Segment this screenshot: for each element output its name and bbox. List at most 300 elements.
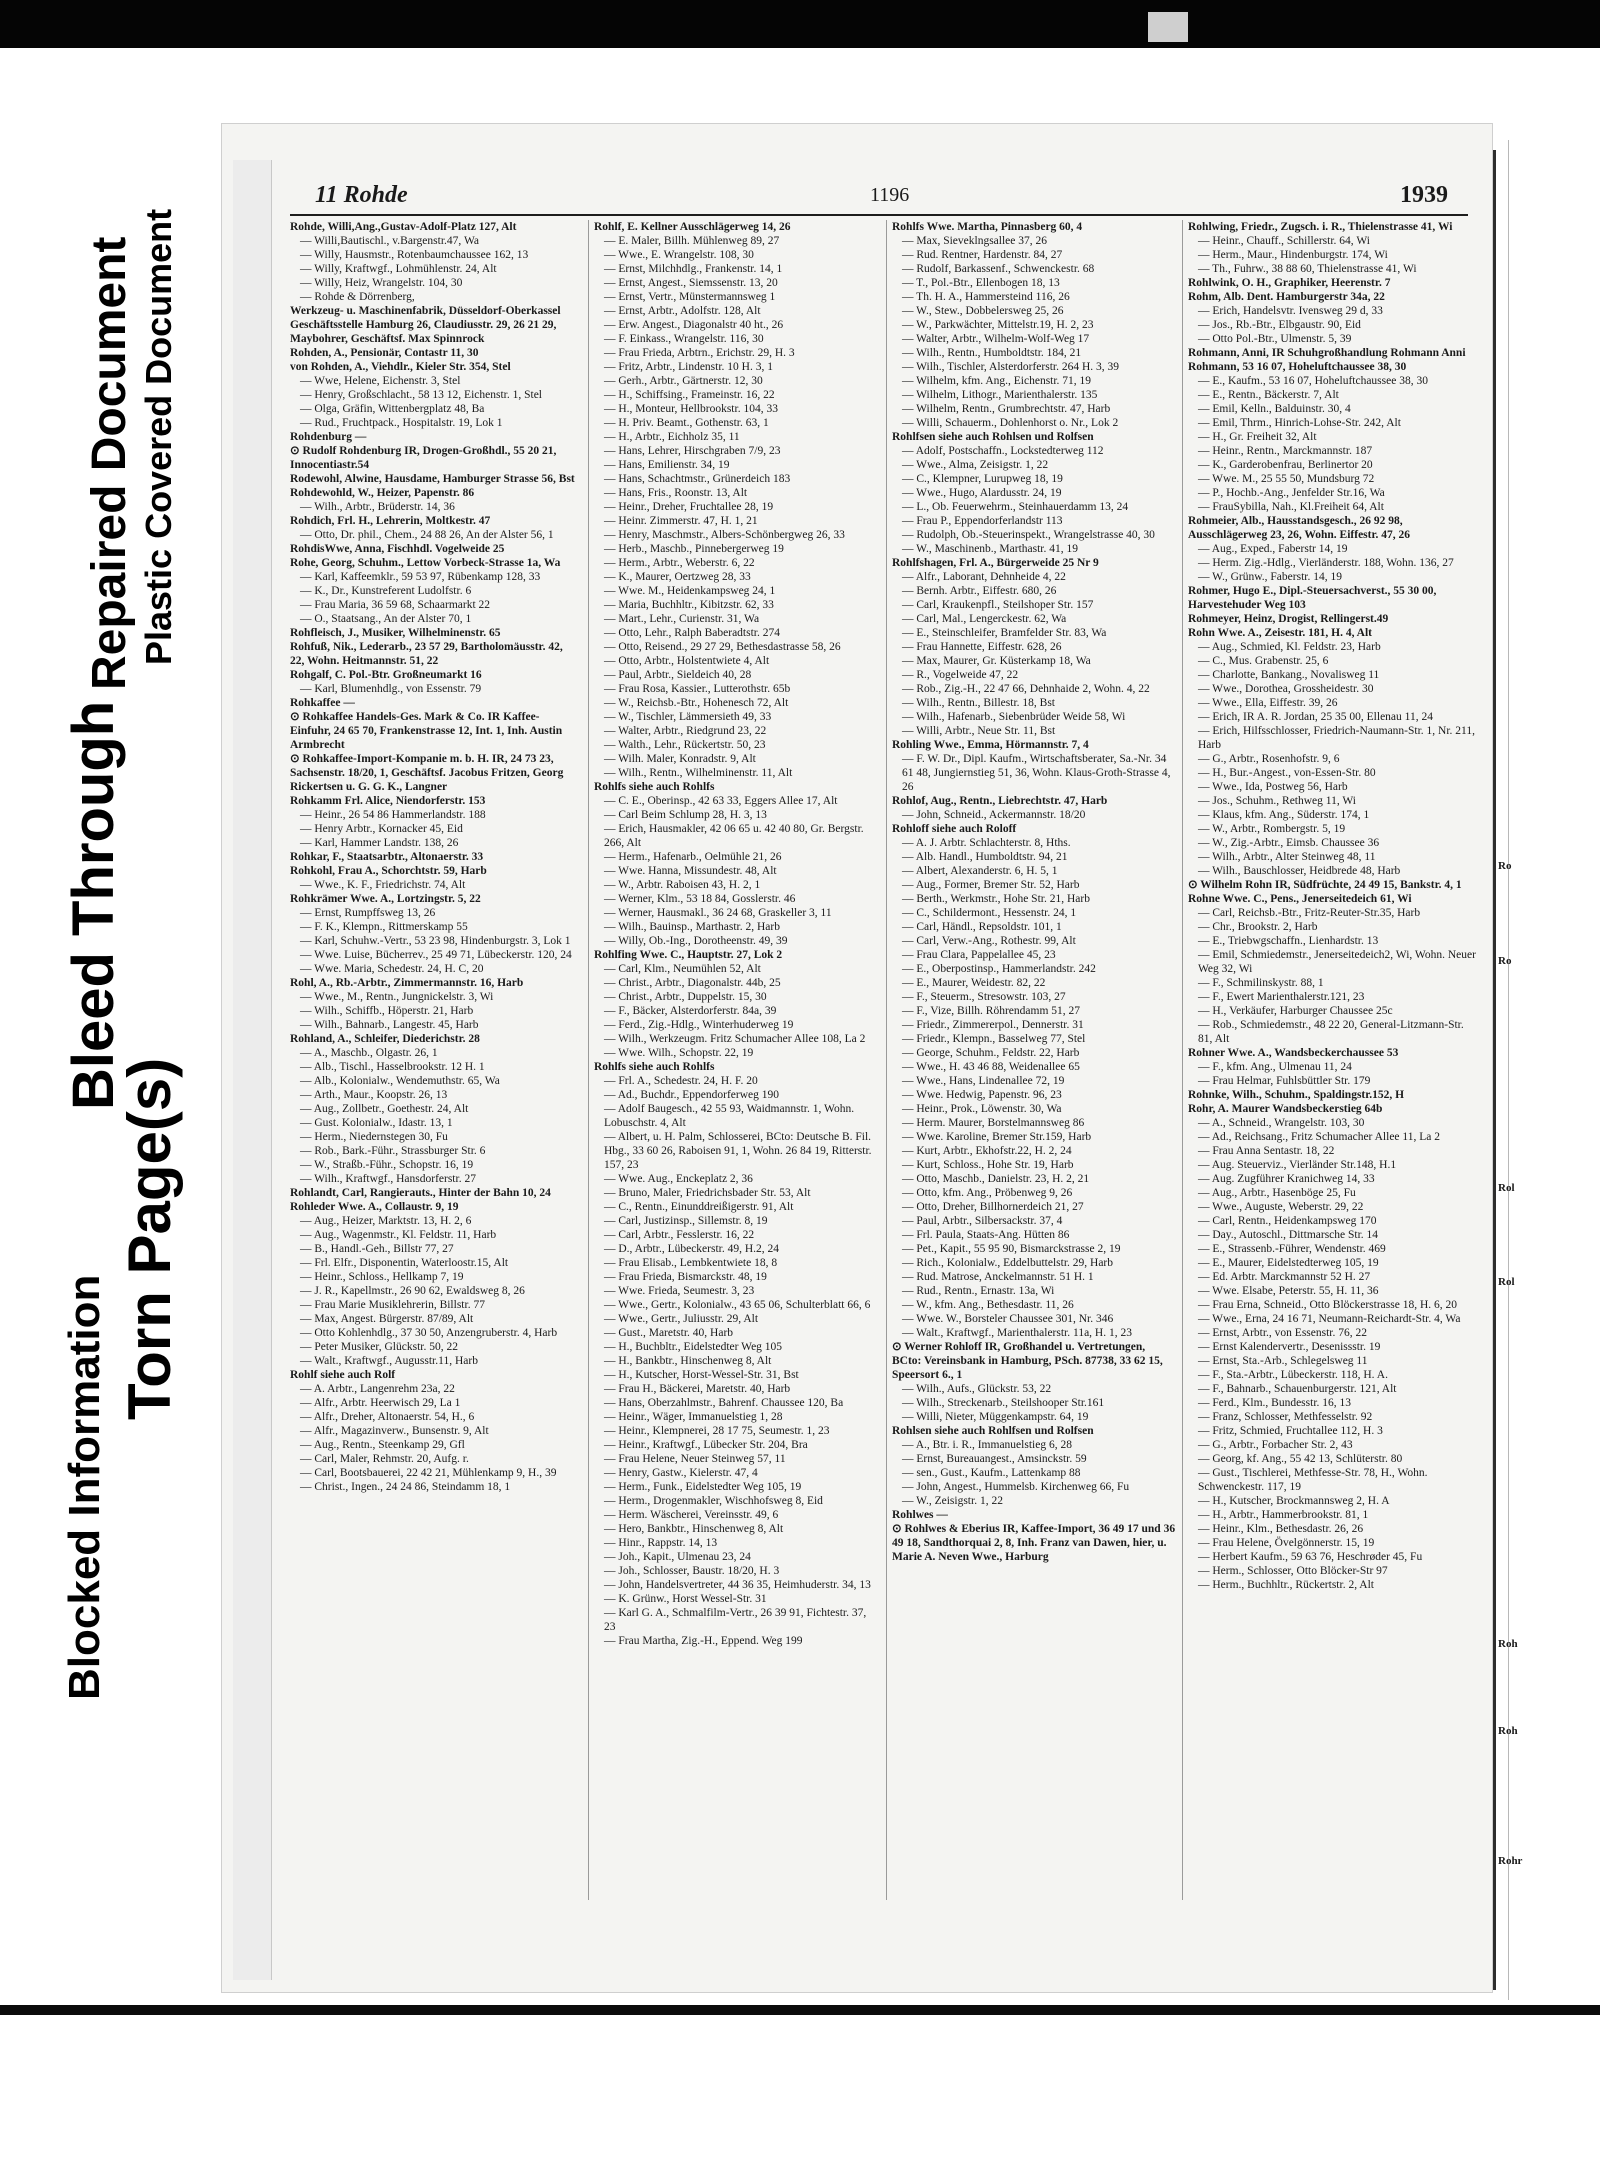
directory-entry: — Wwe. M., Heidenkampsweg 24, 1 [604,585,776,597]
adjacent-page-stub: Roh [1498,1638,1518,1650]
directory-entry: — H., Verkäufer, Harburger Chaussee 25c [1198,1005,1393,1017]
directory-entry: — Hans, Emilienstr. 34, 19 [604,459,730,471]
directory-entry: — Carl Beim Schlump 28, H. 3, 13 [604,809,767,821]
directory-entry: — Aug., Exped., Faberstr 14, 19 [1198,543,1348,555]
directory-entry: — Pet., Kapit., 55 95 90, Bismarckstrasse 2, 19 [902,1243,1121,1255]
directory-entry: Werkzeug- u. Maschinenfabrik, Düsseldorf-Oberkassel Geschäftsstelle Hamburg 26, Claudiusstr. 29, 26 21 29, Maybohrer, Geschäftsf. Max Spinnrock [290,305,561,345]
directory-entry: — W., Reichsb.-Btr., Hohenesch 72, Alt [604,697,789,709]
directory-entry: Rohlfs Wwe. Martha, Pinnasberg 60, 4 [892,221,1083,233]
directory-entry: — Paul, Arbtr., Sieldeich 40, 28 [604,669,752,681]
directory-entry: — E. Maler, Billh. Mühlenweg 89, 27 [604,235,780,247]
directory-entry: — Fritz, Arbtr., Lindenstr. 10 H. 3, 1 [604,361,773,373]
directory-entry: Rohlfs siehe auch Rohlfs [594,781,715,793]
directory-entry: — Fritz, Schmied, Fruchtallee 112, H. 3 [1198,1425,1383,1437]
directory-entry: — Ad., Reichsang., Fritz Schumacher Allee 11, La 2 [1198,1131,1440,1143]
directory-entry: — Kurt, Arbtr., Ekhofstr.22, H. 2, 24 [902,1145,1072,1157]
directory-entry: — Rud. Rentner, Hardenstr. 84, 27 [902,249,1063,261]
directory-entry: Rohde, Willi,Ang.,Gustav-Adolf-Platz 127, Alt [290,221,517,233]
directory-entry: — Jos., Schuhm., Rethweg 11, Wi [1198,795,1356,807]
directory-entry: ⊙ Rudolf Rohdenburg IR, Drogen-Großhdl., 55 20 21, Innocentiastr.54 [290,445,557,471]
directory-entry: — Alfr., Magazinverw., Bunsenstr. 9, Alt [300,1425,489,1437]
directory-entry: Rohnke, Wilh., Schuhm., Spaldingstr.152, H [1188,1089,1405,1101]
directory-entry: — H., Bur.-Angest., von-Essen-Str. 80 [1198,767,1376,779]
directory-entry: Rohe, Georg, Schuhm., Lettow Vorbeck-Strasse 1a, Wa [290,557,561,569]
next-page-strip [1508,140,1600,2000]
directory-entry: — H., Kutscher, Brockmannsweg 2, H. A [1198,1495,1390,1507]
directory-entry: — H., Schiffsing., Frameinstr. 16, 22 [604,389,775,401]
directory-entry: — Maria, Buchhltr., Kibitzstr. 62, 33 [604,599,774,611]
directory-entry: — Wwe., Auguste, Weberstr. 29, 22 [1198,1201,1364,1213]
directory-entry: Rohlfs siehe auch Rohlfs [594,1061,715,1073]
page-edge-line [1493,150,1496,1990]
directory-entry: — Wwe., Ida, Postweg 56, Harb [1198,781,1348,793]
label-repaired-document: Repaired Document [83,236,136,690]
directory-entry: — Klaus, kfm. Ang., Süderstr. 174, 1 [1198,809,1370,821]
directory-entry: — Wwe. Wilh., Schopstr. 22, 19 [604,1047,754,1059]
directory-entry: — Frau Rosa, Kassier., Lutterothstr. 65b [604,683,791,695]
directory-entry: — Wwe. Frieda, Seumestr. 3, 23 [604,1285,755,1297]
directory-entry: Rohmeier, Alb., Hausstandsgesch., 26 92 98, Ausschlägerweg 23, 26, Wohn. Eiffestr. 47, 26 [1188,515,1411,541]
directory-entry: Rohland, A., Schleifer, Diederichstr. 28 [290,1033,480,1045]
directory-entry: — G., Arbtr., Rosenhofstr. 9, 6 [1198,753,1340,765]
directory-entry: — Erich, Hausmakler, 42 06 65 u. 42 40 80, Gr. Bergstr. 266, Alt [604,823,864,849]
directory-entry: — Alfr., Dreher, Altonaerstr. 54, H., 6 [300,1411,475,1423]
directory-entry: — Wwe., Dorothea, Grossheidestr. 30 [1198,683,1374,695]
directory-entry: — Otto, kfm. Ang., Pröbenweg 9, 26 [902,1187,1073,1199]
adjacent-page-stub: Roh [1498,1725,1518,1737]
header-year: 1939 [1400,182,1448,208]
directory-entry: — Frau Anna Sentastr. 18, 22 [1198,1145,1335,1157]
directory-entry: — Carl, Händl., Repsoldstr. 101, 1 [902,921,1062,933]
directory-entry: — Karl, Schuhw.-Vertr., 53 23 98, Hindenburgstr. 3, Lok 1 [300,935,571,947]
directory-entry: — Werner, Hausmakl., 36 24 68, Graskeller 3, 11 [604,907,832,919]
directory-entry: — Ferd., Zig.-Hdlg., Winterhuderweg 19 [604,1019,794,1031]
directory-entry: — John, Handelsvertreter, 44 36 35, Heimhuderstr. 34, 13 [604,1579,871,1591]
directory-entry: — C. E., Oberinsp., 42 63 33, Eggers Allee 17, Alt [604,795,838,807]
directory-entry: — John, Schneid., Ackermannstr. 18/20 [902,809,1086,821]
directory-entry: — A. Arbtr., Langenrehm 23a, 22 [300,1383,455,1395]
directory-entry: — H. Priv. Beamt., Gothenstr. 63, 1 [604,417,769,429]
directory-entry: — Walter, Arbtr., Wilhelm-Wolf-Weg 17 [902,333,1090,345]
directory-entry: — F. W. Dr., Dipl. Kaufm., Wirtschaftsberater, Sa.-Nr. 34 61 48, Jungiernstieg 51, 36, Wohn. Klaus-Groth-Strasse 4, 26 [902,753,1171,793]
directory-entry: — C., Klempner, Lurupweg 18, 19 [902,473,1063,485]
directory-entry: — E., Triebwgschaffn., Lienhardstr. 13 [1198,935,1379,947]
scan-bottom-border [0,2005,1600,2015]
directory-entry: — O., Staatsang., An der Alster 70, 1 [300,613,472,625]
directory-entry: ⊙ Rohlwes & Eberius IR, Kaffee-Import, 36 49 17 und 36 49 18, Sandthorquai 2, 8, Inh. Franz van Dawen, hier, u. Marie A. Neven Wwe., Harburg [892,1523,1176,1563]
directory-entry: — W., Tischler, Lämmersieth 49, 33 [604,711,772,723]
directory-entry: — Aug. Steuerviz., Vierländer Str.148, H.1 [1198,1159,1397,1171]
directory-entry: — Heinr., Kraftwgf., Lübecker Str. 204, Bra [604,1439,808,1451]
directory-entry: — Carl, Bootsbauerei, 22 42 21, Mühlenkamp 9, H., 39 [300,1467,557,1479]
directory-entry: — Wilhelm, kfm. Ang., Eichenstr. 71, 19 [902,375,1092,387]
directory-entry: Rohlwes — [892,1509,948,1521]
directory-entry: — Frau Martha, Zig.-H., Eppend. Weg 199 [604,1635,803,1647]
directory-entry: — Aug., Schmied, Kl. Feldstr. 23, Harb [1198,641,1381,653]
directory-entry: — Wwe. Luise, Bücherrev., 25 49 71, Lübeckerstr. 120, 24 [300,949,572,961]
directory-entry: — Christ., Ingen., 24 24 86, Steindamm 18, 1 [300,1481,511,1493]
directory-entry: — C., Schildermont., Hessenstr. 24, 1 [902,907,1077,919]
directory-entry: — FrauSybilla, Nah., Kl.Freiheit 64, Alt [1198,501,1384,513]
directory-entry: — Willy, Ob.-Ing., Dorotheenstr. 49, 39 [604,935,788,947]
directory-entry: — Ferd., Klm., Bundesstr. 16, 13 [1198,1397,1352,1409]
adjacent-page-stub: Ro [1498,955,1512,967]
directory-entry: — Albert, Alexanderstr. 6, H. 5, 1 [902,865,1058,877]
directory-entry: — Herm., Arbtr., Weberstr. 6, 22 [604,557,755,569]
directory-entry: — Franz, Schlosser, Methfesselstr. 92 [1198,1411,1373,1423]
directory-entry: — J. R., Kapellmstr., 26 90 62, Ewaldsweg 8, 26 [300,1285,525,1297]
directory-entry: — Frau Helene, Neuer Steinweg 57, 11 [604,1453,786,1465]
directory-entry: Rohlfing Wwe. C., Hauptstr. 27, Lok 2 [594,949,783,961]
directory-entry: — Frl. Elfr., Disponentin, Waterloostr.15, Alt [300,1257,509,1269]
directory-entry: Rohmer, Hugo E., Dipl.-Steuersachverst., 55 30 00, Harvestehuder Weg 103 [1188,585,1437,611]
directory-entry: — Hans, Oberzahlmstr., Bahrenf. Chaussee 120, Ba [604,1397,844,1409]
directory-entry: — Rich., Kolonialw., Eddelbuttelstr. 29, Harb [902,1257,1114,1269]
directory-entry: — T., Pol.-Btr., Ellenbogen 18, 13 [902,277,1060,289]
directory-entry: — Ernst, Arbtr., von Essenstr. 76, 22 [1198,1327,1367,1339]
directory-entry: — W., Zig.-Arbtr., Eimsb. Chaussee 36 [1198,837,1380,849]
directory-entry: Rohkaffee — [290,697,355,709]
directory-entry: — Wwe., Hans, Lindenallee 72, 19 [902,1075,1065,1087]
directory-entry: — Heinr., Chauff., Schillerstr. 64, Wi [1198,235,1370,247]
adjacent-page-stub: Rol [1498,1276,1515,1288]
directory-entry: — W., Stew., Dobbelersweg 25, 26 [902,305,1064,317]
directory-entry: — Wwe., Ella, Eiffestr. 39, 26 [1198,697,1338,709]
directory-entry: — Gust., Tischlerei, Methfesse-Str. 78, H., Wohn. Schwenckestr. 117, 19 [1198,1467,1428,1493]
directory-entry: — Karl, Hammer Landstr. 138, 26 [300,837,459,849]
directory-entry: — C., Mus. Grabenstr. 25, 6 [1198,655,1329,667]
directory-entry: — Christ., Arbtr., Duppelstr. 15, 30 [604,991,767,1003]
directory-entry: — F., Bäcker, Alsterdorferstr. 84a, 39 [604,1005,777,1017]
directory-entry: — Herm., Niedernstegen 30, Fu [300,1131,448,1143]
directory-entry: — Wwe. W., Borsteler Chaussee 301, Nr. 346 [902,1313,1114,1325]
directory-entry: Rohkamm Frl. Alice, Niendorferstr. 153 [290,795,486,807]
directory-entry: — Rohde & Dörrenberg, [300,291,415,303]
directory-entry: ⊙ Werner Rohloff IR, Großhandel u. Vertretungen, BCto: Vereinsbank in Hamburg, PSch. 87738, 33 62 15, Speersort 6., 1 [892,1341,1163,1381]
directory-entry: — B., Handl.-Geh., Billstr 77, 27 [300,1243,454,1255]
directory-entry: — Joh., Schlosser, Baustr. 18/20, H. 3 [604,1565,780,1577]
directory-entry: — H., Kutscher, Horst-Wessel-Str. 31, Bst [604,1369,799,1381]
directory-entry: — Wilh., Arbtr., Brüderstr. 14, 36 [300,501,455,513]
directory-entry: — Aug., Arbtr., Hasenböge 25, Fu [1198,1187,1356,1199]
directory-entry: Rohgalf, C. Pol.-Btr. Großneumarkt 16 [290,669,482,681]
directory-entry: Rohling Wwe., Emma, Hörmannstr. 7, 4 [892,739,1089,751]
directory-column-1 [290,220,575,1900]
directory-entry: — Carl, Kraukenpfl., Steilshoper Str. 157 [902,599,1094,611]
directory-entry: — Adolf, Postschaffn., Lockstedterweg 112 [902,445,1104,457]
directory-entry: Rohleder Wwe. A., Collaustr. 9, 19 [290,1201,459,1213]
directory-entry: — W., Maschinenb., Marthastr. 41, 19 [902,543,1078,555]
adjacent-page-stub: Rol [1498,1182,1515,1194]
directory-entry: — Adolf Baugesch., 42 55 93, Waidmannstr. 1, Wohn. Lobuschstr. 4, Alt [604,1103,855,1129]
directory-entry: — Wilh., Rentn., Billestr. 18, Bst [902,697,1055,709]
directory-entry: Rohn Wwe. A., Zeisestr. 181, H. 4, Alt [1188,627,1373,639]
directory-entry: — E., Kaufm., 53 16 07, Hoheluftchaussee 38, 30 [1198,375,1428,387]
directory-entry: — Emil, Thrm., Hinrich-Lohse-Str. 242, Alt [1198,417,1401,429]
directory-entry: — Wilh., Aufs., Glückstr. 53, 22 [902,1383,1052,1395]
directory-entry: — Wwe., Hugo, Alardusstr. 24, 19 [902,487,1062,499]
directory-entry: — Friedr., Klempn., Basselweg 77, Stel [902,1033,1086,1045]
directory-entry: — Herb., Maschb., Pinnebergerweg 19 [604,543,784,555]
directory-entry: — Day., Autoschl., Dittmarsche Str. 14 [1198,1229,1379,1241]
directory-entry: — Frau Frieda, Arbtrn., Erichstr. 29, H. 3 [604,347,795,359]
directory-entry: — Aug., Former, Bremer Str. 52, Harb [902,879,1080,891]
page-flap [233,160,272,1980]
directory-entry: — Erich, Handelsvtr. Ivensweg 29 d, 33 [1198,305,1383,317]
directory-entry: — Wwe., Alma, Zeisigstr. 1, 22 [902,459,1049,471]
directory-entry: — Jos., Rb.-Btr., Elbgaustr. 90, Eid [1198,319,1361,331]
directory-entry: Rohlof, Aug., Rentn., Liebrechtstr. 47, Harb [892,795,1108,807]
directory-entry: — Rudolf, Barkassenf., Schwenckestr. 68 [902,263,1095,275]
directory-entry: — C., Rentn., Einunddreißigerstr. 91, Alt [604,1201,794,1213]
directory-entry: Rohfleisch, J., Musiker, Wilhelminenstr. 65 [290,627,501,639]
directory-entry: — F., Sta.-Arbtr., Lübeckerstr. 118, H. A. [1198,1369,1388,1381]
directory-entry: — H., Bankbtr., Hinschenweg 8, Alt [604,1355,772,1367]
directory-entry: — W., Grünw., Faberstr. 14, 19 [1198,571,1342,583]
directory-entry: — Wilh., Rentn., Humboldtstr. 184, 21 [902,347,1082,359]
directory-entry: — Hero, Bankbtr., Hinschenweg 8, Alt [604,1523,784,1535]
directory-entry: — Olga, Gräfin, Wittenbergplatz 48, Ba [300,403,485,415]
directory-entry: — John, Angest., Hummelsb. Kirchenweg 66, Fu [902,1481,1130,1493]
directory-entry: — Alb., Tischl., Hasselbrookstr. 12 H. 1 [300,1061,485,1073]
directory-entry: Rohl, A., Rb.-Arbtr., Zimmermannstr. 16, Harb [290,977,524,989]
directory-entry: — Rob., Zig.-H., 22 47 66, Dehnhaide 2, Wohn. 4, 22 [902,683,1150,695]
directory-entry: — Heinr., Prok., Löwenstr. 30, Wa [902,1103,1062,1115]
directory-entry: — F., Schmilinskystr. 88, 1 [1198,977,1324,989]
directory-entry: — Heinr., Rentn., Marckmannstr. 187 [1198,445,1373,457]
directory-entry: — Carl, Maler, Rehmstr. 20, Aufg. r. [300,1453,469,1465]
directory-entry: — Albert, u. H. Palm, Schlosserei, BCto: Deutsche B. Fil. Hbg., 33 60 26, Raboisen 91, 1, Wohn. 26 84 19, Ritterstr. 157, 23 [604,1131,872,1171]
directory-entry: — Carl, Mal., Lengerckestr. 62, Wa [902,613,1067,625]
directory-entry: — Alfr., Arbtr. Heerwisch 29, La 1 [300,1397,461,1409]
directory-entry: — Carl, Arbtr., Fesslerstr. 16, 22 [604,1229,755,1241]
directory-entry: — Rob., Schmiedemstr., 48 22 20, General-Litzmann-Str. 81, Alt [1198,1019,1464,1045]
label-blocked-information: Blocked Information [60,1274,109,1700]
directory-entry: — Frau Marie Musiklehrerin, Billstr. 77 [300,1299,485,1311]
directory-entry: — Frau Maria, 36 59 68, Schaarmarkt 22 [300,599,491,611]
directory-entry: — F., Vize, Billh. Röhrendamm 51, 27 [902,1005,1081,1017]
label-torn-pages: Torn Page(s) [116,1057,183,1420]
directory-entry: — K., Maurer, Oertzweg 28, 33 [604,571,751,583]
directory-entry: — Walter, Arbtr., Riedgrund 23, 22 [604,725,767,737]
directory-entry: — Wwe., Gertr., Kolonialw., 43 65 06, Schulterblatt 66, 6 [604,1299,871,1311]
directory-entry: — Otto, Maschb., Danielstr. 23, H. 2, 21 [902,1173,1090,1185]
directory-entry: Rohner Wwe. A., Wandsbeckerchaussee 53 [1188,1047,1399,1059]
directory-entry: — Henry, Gastw., Kielerstr. 47, 4 [604,1467,758,1479]
directory-entry: — Ed. Arbtr. Marckmannstr 52 H. 27 [1198,1271,1371,1283]
directory-entry: Rohdenburg — [290,431,367,443]
directory-entry: Rohlf siehe auch Rolf [290,1369,396,1381]
directory-entry: — Frl. Paula, Staats-Ang. Hütten 86 [902,1229,1070,1241]
directory-entry: — Hans, Schachtmstr., Grünerdeich 183 [604,473,791,485]
directory-entry: — W., kfm. Ang., Bethesdastr. 11, 26 [902,1299,1074,1311]
directory-entry: — Karl, Kaffeemklr., 59 53 97, Rübenkamp 128, 33 [300,571,541,583]
directory-entry: — Herm. Maurer, Borstelmannsweg 86 [902,1117,1085,1129]
directory-entry: — Henry, Großschlacht., 58 13 12, Eichenstr. 1, Stel [300,389,542,401]
directory-entry: — A., Maschb., Olgastr. 26, 1 [300,1047,438,1059]
directory-entry: ⊙ Wilhelm Rohn IR, Südfrüchte, 24 49 15, Bankstr. 4, 1 [1188,879,1462,891]
directory-entry: — K. Grünw., Horst Wessel-Str. 31 [604,1593,767,1605]
directory-entry: — Aug., Zollbetr., Goethestr. 24, Alt [300,1103,469,1115]
directory-column-4 [1182,220,1478,1900]
header-section-title: 11 Rohde [315,182,408,208]
directory-entry: — Frau Clara, Pappelallee 45, 23 [902,949,1056,961]
directory-entry: — Heinr., Klm., Bethesdastr. 26, 26 [1198,1523,1364,1535]
directory-entry: — Frau Helmar, Fuhlsbüttler Str. 179 [1198,1075,1371,1087]
directory-entry: — Herm., Maur., Hindenburgstr. 174, Wi [1198,249,1388,261]
directory-entry: — Alb. Handl., Humboldtstr. 94, 21 [902,851,1068,863]
directory-entry: Rohden, A., Pensionär, Contastr 11, 30 [290,347,479,359]
directory-entry: — Otto Kohlenhdlg., 37 30 50, Anzengruberstr. 4, Harb [300,1327,558,1339]
directory-entry: — Willy, Heiz, Wrangelstr. 104, 30 [300,277,463,289]
directory-entry: — Gust., Maretstr. 40, Harb [604,1327,734,1339]
directory-entry: — Rudolph, Ob.-Steuerinspekt., Wrangelstrasse 40, 30 [902,529,1155,541]
directory-entry: — Wilhelm, Rentn., Grumbrechtstr. 47, Harb [902,403,1111,415]
directory-entry: — Emil, Schmiedemstr., Jenerseitedeich2, Wi, Wohn. Neuer Weg 32, Wi [1198,949,1476,975]
directory-entry: Rohne Wwe. C., Pens., Jenerseitedeich 61, Wi [1188,893,1412,905]
directory-entry: Rohkrämer Wwe. A., Lortzingstr. 5, 22 [290,893,481,905]
directory-entry: — Wwe. M., 25 55 50, Mundsburg 72 [1198,473,1375,485]
directory-entry: — Wilhelm, Lithogr., Marienthalerstr. 135 [902,389,1098,401]
directory-entry: — E., Maurer, Weidestr. 82, 22 [902,977,1046,989]
directory-column-3 [886,220,1177,1900]
directory-entry: — Herbert Kaufm., 59 63 76, Heschrøder 45, Fu [1198,1551,1423,1563]
directory-entry: — Arth., Maur., Koopstr. 26, 13 [300,1089,448,1101]
directory-entry: Rohmann, Anni, IR Schuhgroßhandlung Rohmann Anni Rohmann, 53 16 07, Hoheluftchaussee 38, 30 [1188,347,1466,373]
directory-entry: — Frau Helene, Övelgönnerstr. 15, 19 [1198,1537,1375,1549]
directory-entry: Rohlandt, Carl, Rangierauts., Hinter der Bahn 10, 24 [290,1187,551,1199]
directory-entry: — Heinr., Klempnerei, 28 17 75, Seumestr. 1, 23 [604,1425,830,1437]
directory-entry: — P., Hochb.-Ang., Jenfelder Str.16, Wa [1198,487,1385,499]
directory-entry: — Otto, Dr. phil., Chem., 24 88 26, An der Alster 56, 1 [300,529,554,541]
directory-entry: — Frau Erna, Schneid., Otto Blöckerstrasse 18, H. 6, 20 [1198,1299,1458,1311]
directory-entry: — sen., Gust., Kaufm., Lattenkamp 88 [902,1467,1081,1479]
directory-entry: — Wilh., Hafenarb., Siebenbrüder Weide 58, Wi [902,711,1126,723]
directory-entry: — Herm., Funk., Eidelstedter Weg 105, 19 [604,1481,802,1493]
directory-entry: — Wwe. Elsabe, Peterstr. 55, H. 11, 36 [1198,1285,1379,1297]
directory-entry: — Charlotte, Bankang., Novalisweg 11 [1198,669,1380,681]
directory-entry: — Frau Hannette, Eiffestr. 628, 26 [902,641,1062,653]
directory-entry: — Aug. Zugführer Kranichweg 14, 33 [1198,1173,1375,1185]
directory-entry: Rohkohl, Frau A., Schorchtstr. 59, Harb [290,865,487,877]
directory-entry: — Wwe, Helene, Eichenstr. 3, Stel [300,375,461,387]
directory-entry: — Rud., Rentn., Ernastr. 13a, Wi [902,1285,1055,1297]
directory-entry: ⊙ Rohkaffee-Import-Kompanie m. b. H. IR, 24 73 23, Sachsenstr. 18/20, 1, Geschäftsf. Jacobus Fritzen, Georg Rickertsen u. G. G. K., Langner [290,753,564,793]
page-header [290,176,1468,216]
directory-entry: — Chr., Brookstr. 2, Harb [1198,921,1318,933]
directory-entry: — Bernh. Arbtr., Eiffestr. 680, 26 [902,585,1057,597]
directory-entry: — Wilh., Tischler, Alsterdorferstr. 264 H. 3, 39 [902,361,1120,373]
directory-entry: — Joh., Kapit., Ulmenau 23, 24 [604,1551,751,1563]
directory-entry: — Ernst, Sta.-Arb., Schlegelsweg 11 [1198,1355,1368,1367]
directory-entry: — Henry Arbtr., Kornacker 45, Eid [300,823,463,835]
directory-entry: — Hans, Fris., Roonstr. 13, Alt [604,487,748,499]
directory-entry: — W., Arbtr., Rombergstr. 5, 19 [1198,823,1346,835]
directory-entry: — Heinr., Schloss., Hellkamp 7, 19 [300,1271,464,1283]
directory-entry: — E., Strassenb.-Führer, Wendenstr. 469 [1198,1243,1386,1255]
directory-entry: — Karl, Blumenhdlg., von Essenstr. 79 [300,683,482,695]
directory-entry: — Gust. Kolonialw., Idastr. 13, 1 [300,1117,453,1129]
directory-entry: — Walt., Kraftwgf., Marienthalerstr. 11a, H. 1, 23 [902,1327,1132,1339]
directory-entry: — F., Ewert Marienthalerstr.121, 23 [1198,991,1365,1003]
directory-entry: — Wwe. Maria, Schedestr. 24, H. C, 20 [300,963,484,975]
directory-entry: — Carl, Reichsb.-Btr., Fritz-Reuter-Str.35, Harb [1198,907,1421,919]
directory-entry: — Wwe. Hanna, Missundestr. 48, Alt [604,865,777,877]
directory-entry: — A. J. Arbtr. Schlachterstr. 8, Hths. [902,837,1071,849]
directory-entry: — H., Gr. Freiheit 32, Alt [1198,431,1317,443]
directory-entry: — Wwe. Aug., Enckeplatz 2, 36 [604,1173,753,1185]
directory-entry: — E., Oberpostinsp., Hammerlandstr. 242 [902,963,1096,975]
directory-entry: — Alfr., Laborant, Dehnheide 4, 22 [902,571,1066,583]
label-plastic-covered-document: Plastic Covered Document [138,208,179,665]
directory-entry: — Aug., Wagenmstr., Kl. Feldstr. 11, Harb [300,1229,497,1241]
directory-entry: Rohdewohld, W., Heizer, Papenstr. 86 [290,487,475,499]
directory-entry: — Werner, Klm., 53 18 84, Gosslerstr. 46 [604,893,796,905]
directory-entry: — Erich, IR A. R. Jordan, 25 35 00, Ellenau 11, 24 [1198,711,1433,723]
scan-top-border [0,0,1600,48]
directory-entry: — Max, Sieveklngsallee 37, 26 [902,235,1048,247]
directory-entry: — Willy, Kraftwgf., Lohmühlenstr. 24, Alt [300,263,497,275]
directory-entry: — Max, Maurer, Gr. Küsterkamp 18, Wa [902,655,1091,667]
directory-entry: — Walt., Kraftwgf., Augusstr.11, Harb [300,1355,478,1367]
directory-entry: Rohlf, E. Kellner Ausschlägerweg 14, 26 [594,221,791,233]
directory-entry: — Willi, Arbtr., Neue Str. 11, Bst [902,725,1056,737]
directory-entry: Rohloff siehe auch Roloff [892,823,1017,835]
directory-entry: — Erich, Hilfsschlosser, Friedrich-Naumann-Str. 1, Nr. 211, Harb [1198,725,1475,751]
directory-entry: — Peter Musiker, Glückstr. 50, 22 [300,1341,458,1353]
directory-entry: — Th. H. A., Hammersteind 116, 26 [902,291,1070,303]
directory-entry: — Aug., Rentn., Steenkamp 29, Gfl [300,1439,465,1451]
directory-entry: — Rob., Bark.-Führ., Strassburger Str. 6 [300,1145,486,1157]
directory-entry: — Christ., Arbtr., Diagonalstr. 44b, 25 [604,977,781,989]
directory-entry: — Ernst Kalendervertr., Desenissstr. 19 [1198,1341,1381,1353]
directory-entry: — Rud. Matrose, Anckelmannstr. 51 H. 1 [902,1271,1094,1283]
scan-top-gap [1148,12,1188,42]
directory-entry: — Wilh., Streckenarb., Steilshooper Str.161 [902,1397,1105,1409]
header-page-number: 1196 [870,184,910,206]
directory-entry: — Ernst, Rumpffsweg 13, 26 [300,907,436,919]
directory-entry: — F., Steuerm., Stresowstr. 103, 27 [902,991,1066,1003]
directory-entry: — Mart., Lehr., Curienstr. 31, Wa [604,613,760,625]
directory-entry: — Wilh., Schiffb., Höperstr. 21, Harb [300,1005,474,1017]
directory-entry: — Wilh., Rentn., Wilhelminenstr. 11, Alt [604,767,793,779]
directory-entry: — Berth., Werkmstr., Hohe Str. 21, Harb [902,893,1090,905]
directory-entry: — Heinr., Dreher, Fruchtallee 28, 19 [604,501,774,513]
directory-entry: — K., Garderobenfrau, Berlinertor 20 [1198,459,1373,471]
directory-entry: — F., kfm. Ang., Ulmenau 11, 24 [1198,1061,1352,1073]
directory-entry: — Karl G. A., Schmalfilm-Vertr., 26 39 91, Fichtestr. 37, 23 [604,1607,867,1633]
directory-entry: — Aug., Heizer, Marktstr. 13, H. 2, 6 [300,1215,472,1227]
directory-entry: — Friedr., Zimmererpol., Dennerstr. 31 [902,1019,1084,1031]
directory-entry: — Th., Fuhrw., 38 88 60, Thielenstrasse 41, Wi [1198,263,1417,275]
label-bleed-through: Bleed Through [61,700,126,1110]
directory-entry: — Ernst, Bureauangest., Amsinckstr. 59 [902,1453,1087,1465]
directory-entry: — Herm., Hafenarb., Oelmühle 21, 26 [604,851,782,863]
directory-entry: — Herm. Wäscherei, Vereinsstr. 49, 6 [604,1509,779,1521]
directory-entry: — Wwe., E. Wrangelstr. 108, 30 [604,249,754,261]
directory-entry: — Otto, Dreher, Billhornerdeich 21, 27 [902,1201,1084,1213]
directory-entry: — A., Btr. i. R., Immanuelstieg 6, 28 [902,1439,1072,1451]
directory-entry: — Hans, Lehrer, Hirschgraben 7/9, 23 [604,445,781,457]
directory-entry: — Willi, Nieter, Müggenkampstr. 64, 19 [902,1411,1089,1423]
directory-column-2 [588,220,879,1900]
directory-entry: — Frau Elisab., Lembkentwiete 18, 8 [604,1257,778,1269]
directory-entry: — Wwe., M., Rentn., Jungnickelstr. 3, Wi [300,991,494,1003]
directory-entry: — Wilh., Bauschlosser, Heidbrede 48, Harb [1198,865,1401,877]
directory-entry: — Hinr., Rappstr. 14, 13 [604,1537,718,1549]
directory-entry: — Otto, Reisend., 29 27 29, Bethesdastrasse 58, 26 [604,641,841,653]
directory-entry: — G., Arbtr., Forbacher Str. 2, 43 [1198,1439,1353,1451]
